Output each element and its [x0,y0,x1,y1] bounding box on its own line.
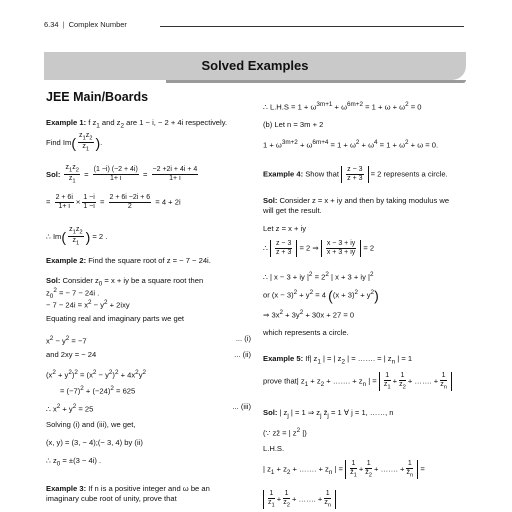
solution-1-line-2: = $\frac{2 + 6i}{1+ i}$ × $\frac{1 -i}{1 -i}$ = $\frac{2 + 6i -2i + 6}{2}$ = 4 + 2i [46,194,181,210]
omega-line: $1 + \omega^{3m+2} + \omega^{6m+4} = 1 + \omega^2 + \omega^4 = 1 + \omega^2 + \omega = 0$. [263,139,439,150]
lhs-line: ∴ $L.H.S = 1 + \omega^{3m+1} + \omega^{6m+2} = 1 + \omega + \omega^2 = 0$ [263,101,422,112]
solution-2-line-2: $z_0^2$ = − 7 − 24i . [46,287,100,301]
xy-values: (x, y) = (3, − 4);(− 3, 4) by (ii) [46,438,143,447]
prove-line: prove that| $z_1 + z_2$ + ……. + $z_n$ | = $\frac{1}{z_1}$ + $\frac{1}{z_2}$ + ……. + $\frac{1}{z_n}$ [263,372,452,391]
let-n-line: (b) Let n = 3m + 2 [263,120,324,129]
example-5: Example 5: If| $z_1$ | = | $z_2$ | = ……. = | $z_n$ | = 1 [263,354,413,366]
since-line: (∵ zz̄ = | $z^2$ |) [263,427,307,438]
solution-1-line-1: Sol: $\frac{z_1z_2}{z_1}$ = $\frac{(1 -i) (-2 + 4i)}{1+ i}$ = $\frac{-2 +2i + 4i + 4}{1+ i}$ [46,164,198,185]
modulus-square-line: ∴ | x − 3 + iy $|^2 = 2^2$ | x + 3 + iy $|^2$ [263,271,374,282]
let-z-line: Let z = x + iy [263,224,307,233]
solution-5-line-1: Sol: | $z_j$ | = 1 ⇒ $z_j$ $z̄_j = 1$ ∀ j = 1, ……, n [263,408,394,420]
lhs-label: L.H.S. [263,444,285,453]
solving-line: Solving (i) and (iii), we get, [46,420,136,429]
tag-iii: ... (iii) [232,402,251,411]
partial-expression: $\frac{1}{z_1}$ + $\frac{1}{z_2}$ + ……. + $\frac{1}{z_n}$ [263,490,336,509]
equation-i: $x^2 - y^2 = -7$ ... (i) [46,334,251,346]
z0-result: ∴ $z_0 = \pm(3 - 4i)$ . [46,456,102,468]
example-4: Example 4: Show that $\frac{z - 3}{z + 3}$ = 2 represents a circle. [263,166,448,182]
equation-iii: ∴ $x^2 + y^2 = 25$ ... (iii) [46,402,251,414]
equation-4: = $(-7)^2 + (-24)^2 = 625$ [60,385,136,396]
solution-2-line-3: − $7 - 24i = x^2 - y^2 + 2ixy$ [46,299,130,310]
example-3-line-2: imaginary cube root of unity, prove that [46,494,177,503]
chapter-title: Complex Number [68,20,127,29]
solution-4-line-2: will get the result. [263,206,322,215]
circle-equation: ⇒ $3x^2 + 3y^2 + 30x + 27 = 0$ [263,309,355,320]
example-3: Example 3: If n is a positive integer and ω be an [46,484,210,493]
modulus-ratio-line: ∴ $\frac{z - 3}{z + 3}$ = 2 ⇒ $\frac{x - 3 + iy}{x + 3 + iy}$ = 2 [263,240,375,256]
lhs-expression: | $z_1 + z_2$ + ……. + $z_n$ | = $\frac{1}{z̄_1}$ + $\frac{1}{z̄_2}$ + ……. + $\frac{1}{z̄_n}$ = [263,460,425,479]
solution-2-line-1: Sol: Consider $z_0 = x$ + iy be a square root then [46,276,204,288]
equation-3: $(x^2 + y^2)^2 = (x^2 - y^2)^2 + 4x^2y^2$ [46,369,147,380]
section-banner [44,52,466,80]
equation-ii: and 2xy = − 24 ... (ii) [46,350,251,359]
expanded-line: or $(x - 3)^2 + y^2 = 4$ $((x + 3)^2 + y^2)$ [263,287,379,304]
solution-4-line-1: Sol: Consider z = x + iy and then by taking modulus we [263,196,450,205]
banner-title: Solved Examples [201,58,309,73]
page-number: 6.34 [44,20,59,29]
header-separator: | [62,20,65,29]
header-rule [160,26,464,27]
example-2: Example 2: Find the square root of z = − 7 − 24i. [46,256,211,265]
circle-statement: which represents a circle. [263,328,349,337]
tag-ii: ... (ii) [234,350,251,359]
page-header [44,20,127,29]
section-title: JEE Main/Boards [46,90,149,104]
solution-1-result: ∴ Im( $\frac{z_1z_2}{z_1}$ ) = 2 . [46,226,108,247]
tag-i: ... (i) [235,334,251,343]
find-im: Find Im( $\frac{z_1z_2}{z_1}$ ). [46,132,103,153]
solution-2-line-4: Equating real and imaginary parts we get [46,314,185,323]
example-1: Example 1: f $z_1$ and $z_2$ are 1 − i, − 2 + 4i respectively. [46,118,228,130]
